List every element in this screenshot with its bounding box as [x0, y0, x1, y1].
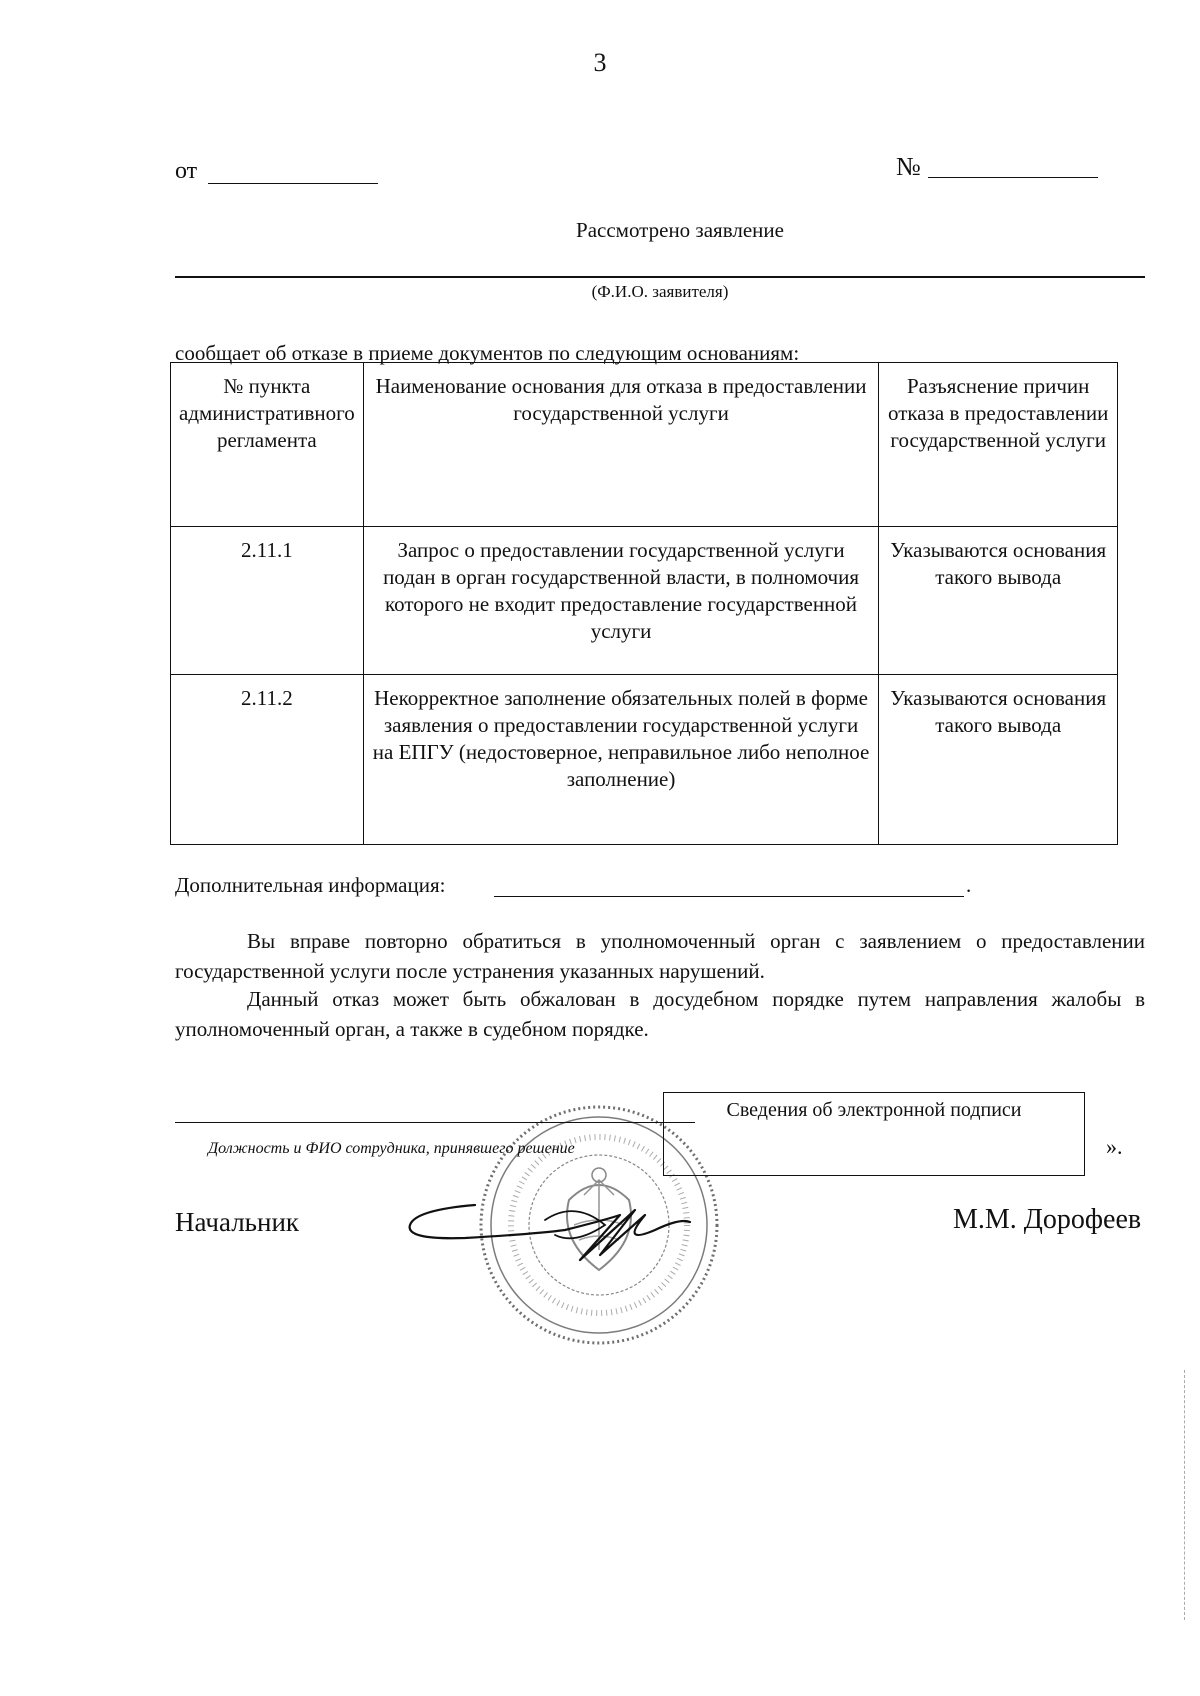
closing-quote: ».: [1106, 1134, 1123, 1159]
appeal-paragraph: [175, 984, 1145, 1044]
row-point-number: 2.11.1: [171, 527, 364, 675]
table-row: [171, 527, 1118, 675]
appeal-text: Данный отказ может быть обжалован в досудебном порядке путем направления жалобы в уполномоченный орган, а также в судебном порядке.: [175, 987, 1145, 1041]
applicant-name-caption: (Ф.И.О. заявителя): [591, 282, 729, 301]
row-reason: Некорректное заполнение обязательных полей в форме заявления о предоставлении государственной услуги на ЕПГУ (недостоверное, неправильное либо неполное заполнение): [363, 675, 879, 845]
row-reason: Запрос о предоставлении государственной услуги подан в орган государственной власти, в полномочия которого не входит предоставление государственной услуги: [363, 527, 879, 675]
refusal-grounds-table: [170, 362, 1118, 845]
handwritten-signature-icon: [405, 1190, 695, 1270]
date-label: от: [175, 158, 198, 184]
number-blank-line: [928, 177, 1098, 178]
additional-info-label: Дополнительная информация:: [175, 873, 446, 897]
position-caption: Должность и ФИО сотрудника, принявшего решение: [208, 1140, 575, 1157]
reapply-paragraph: [175, 926, 1145, 986]
signer-title: Начальник: [175, 1207, 300, 1237]
position-signature-line: [175, 1122, 695, 1123]
reviewed-statement: Рассмотрено заявление: [576, 218, 784, 242]
header-explanation: Разъяснение причин отказа в предоставлении государственной услуги: [879, 363, 1118, 527]
reapply-text: Вы вправе повторно обратиться в уполномоченный орган с заявлением о предоставлении государственной услуги после устранения указанных нарушений.: [175, 929, 1145, 983]
signer-name: М.М. Дорофеев: [953, 1204, 1142, 1235]
additional-info-period: .: [966, 873, 972, 897]
table-row: [171, 675, 1118, 845]
row-explanation: Указываются основания такого вывода: [879, 675, 1118, 845]
e-signature-box: Сведения об электронной подписи: [663, 1092, 1085, 1176]
header-reason-name: Наименование основания для отказа в предоставлении государственной услуги: [363, 363, 879, 527]
refusal-intro: сообщает об отказе в приеме документов по следующим основаниям:: [175, 341, 800, 365]
number-label: №: [896, 152, 921, 181]
page-number: 3: [593, 48, 607, 77]
additional-info-blank-line: [494, 896, 964, 897]
row-point-number: 2.11.2: [171, 675, 364, 845]
header-point-number: № пункта административного регламента: [171, 363, 364, 527]
table-header-row: [171, 363, 1118, 527]
scan-margin-mark: [1184, 1370, 1185, 1620]
applicant-name-line: [175, 276, 1145, 278]
row-explanation: Указываются основания такого вывода: [879, 527, 1118, 675]
date-blank-line: [208, 183, 378, 184]
